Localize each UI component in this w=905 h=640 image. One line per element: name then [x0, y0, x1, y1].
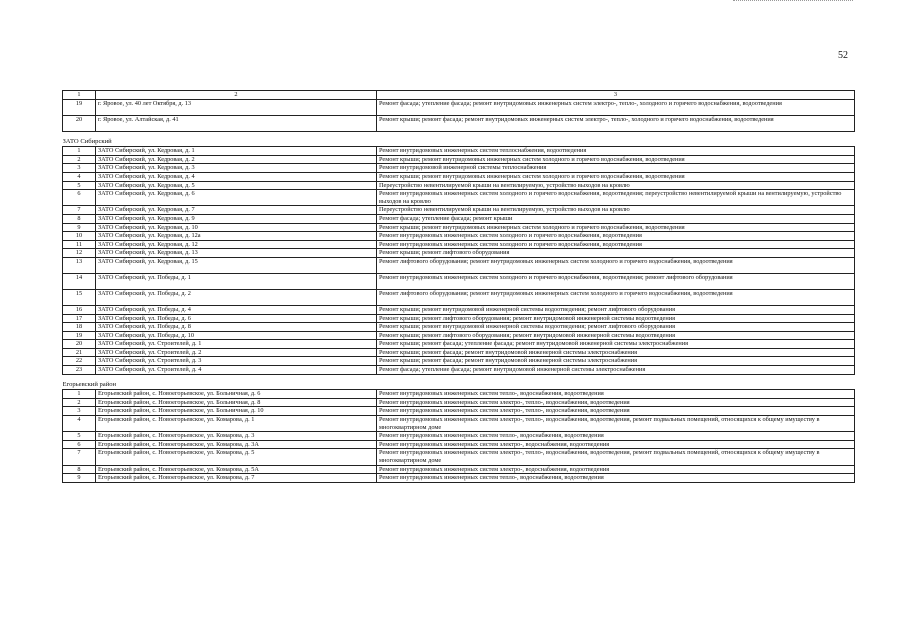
table-row [63, 206, 855, 215]
row-number: 6 [63, 440, 96, 449]
table-row [63, 398, 855, 407]
row-address: ЗАТО Сибирский, ул. Кедровая, д. 4 [96, 172, 377, 181]
row-work-description: Ремонт крыши; ремонт лифтового оборудования [377, 249, 855, 258]
row-address: Егорьевский район, с. Новоегорьевское, ул. Комарова, д. 3А [96, 440, 377, 449]
row-number: 13 [63, 257, 96, 273]
row-number: 14 [63, 273, 96, 289]
row-number: 10 [63, 232, 96, 241]
row-number: 3 [63, 164, 96, 173]
row-address: ЗАТО Сибирский, ул. Строителей, д. 1 [96, 340, 377, 349]
table-row [63, 289, 855, 305]
column-number-header [63, 91, 855, 100]
row-number: 19 [63, 331, 96, 340]
document-body [62, 90, 854, 483]
row-address: ЗАТО Сибирский, ул. Кедровая, д. 9 [96, 214, 377, 223]
row-address: ЗАТО Сибирский, ул. Строителей, д. 4 [96, 366, 377, 375]
row-work-description: Ремонт внутридомовых инженерных систем тепло-, водоснабжения, водоотведения [377, 432, 855, 441]
table-row [63, 181, 855, 190]
row-number: 16 [63, 305, 96, 314]
row-work-description: Ремонт фасада; утепление фасада; ремонт внутридомовых инженерных систем электро-, тепло-, холодного и горячего водоснабжения, водоотведения [377, 99, 855, 115]
row-address: Егорьевский район, с. Новоегорьевское, ул. Больничная, д. 10 [96, 407, 377, 416]
row-number: 12 [63, 249, 96, 258]
table-row [63, 474, 855, 483]
table-row [63, 331, 855, 340]
section-heading-row [63, 374, 855, 390]
table-row [63, 240, 855, 249]
row-address: ЗАТО Сибирский, ул. Кедровая, д. 12а [96, 232, 377, 241]
row-work-description: Ремонт крыши; ремонт внутридомовых инженерных систем холодного и горячего водоснабжения, водоотведения [377, 172, 855, 181]
row-address: ЗАТО Сибирский, ул. Строителей, д. 2 [96, 348, 377, 357]
row-work-description: Ремонт крыши; ремонт внутридомовой инженерной системы водоотведения; ремонт лифтового оборудования [377, 305, 855, 314]
table-row [63, 214, 855, 223]
row-address: ЗАТО Сибирский, ул. Кедровая, д. 10 [96, 223, 377, 232]
row-work-description: Ремонт внутридомовой инженерной системы теплоснабжения [377, 164, 855, 173]
table-row [63, 115, 855, 131]
row-number: 11 [63, 240, 96, 249]
row-number: 1 [63, 147, 96, 156]
row-work-description: Ремонт крыши; ремонт внутридомовых инженерных систем холодного и горячего водоснабжения, водоотведения [377, 155, 855, 164]
table-row [63, 305, 855, 314]
section-title: Егорьевский район [62, 380, 117, 388]
table-row [63, 366, 855, 375]
row-address: ЗАТО Сибирский, ул. Кедровая, д. 1 [96, 147, 377, 156]
row-address: Егорьевский район, с. Новоегорьевское, ул. Комарова, д. 5 [96, 449, 377, 465]
table-row [63, 440, 855, 449]
row-address: ЗАТО Сибирский, ул. Кедровая, д. 5 [96, 181, 377, 190]
table-row [63, 155, 855, 164]
section-title: ЗАТО Сибирский [62, 137, 112, 145]
row-work-description: Переустройство невентилируемой крыши на вентилируемую, устройство выходов на кровлю [377, 181, 855, 190]
row-work-description: Ремонт крыши; ремонт внутридомовых инженерных систем холодного и горячего водоснабжения, водоотведения [377, 223, 855, 232]
table-row [63, 357, 855, 366]
header-col-1: 1 [63, 91, 96, 100]
row-address: Егорьевский район, с. Новоегорьевское, ул. Больничная, д. 6 [96, 390, 377, 399]
table-row [63, 449, 855, 465]
row-work-description: Ремонт внутридомовых инженерных систем холодного и горячего водоснабжения, водоотведения; переустройство невентилируемой крыши на вентилируемую, устройство выходов на кровлю [377, 190, 855, 206]
row-address: ЗАТО Сибирский, ул. Победы, д. 6 [96, 314, 377, 323]
row-address: ЗАТО Сибирский, ул. Кедровая, д. 3 [96, 164, 377, 173]
repair-table [62, 90, 855, 483]
row-work-description: Ремонт внутридомовых инженерных систем тепло-, водоснабжения, водоотведения [377, 390, 855, 399]
table-row [63, 249, 855, 258]
table-row [63, 164, 855, 173]
row-number: 9 [63, 223, 96, 232]
row-number: 7 [63, 449, 96, 465]
table-row [63, 390, 855, 399]
header-col-2: 2 [96, 91, 377, 100]
row-number: 18 [63, 323, 96, 332]
table-row [63, 407, 855, 416]
row-work-description: Ремонт внутридомовых инженерных систем электро-, водоснабжения, водоотведения [377, 440, 855, 449]
row-address: ЗАТО Сибирский, ул. Кедровая, д. 2 [96, 155, 377, 164]
row-number: 2 [63, 398, 96, 407]
row-number: 20 [63, 340, 96, 349]
row-work-description: Ремонт внутридомовых инженерных систем электро-, водоснабжения, водоотведения [377, 465, 855, 474]
row-number: 8 [63, 214, 96, 223]
scan-edge-line [733, 0, 853, 1]
table-row [63, 416, 855, 432]
section-heading-row [63, 131, 855, 147]
row-work-description: Ремонт крыши; ремонт фасада; ремонт внутридомовой инженерной системы электроснабжения [377, 357, 855, 366]
row-address: Егорьевский район, с. Новоегорьевское, ул. Комарова, д. 7 [96, 474, 377, 483]
table-row [63, 232, 855, 241]
row-address: ЗАТО Сибирский, ул. Строителей, д. 3 [96, 357, 377, 366]
row-address: ЗАТО Сибирский, ул. Кедровая, д. 12 [96, 240, 377, 249]
table-row [63, 465, 855, 474]
row-address: г. Яровое, ул. 40 лет Октября, д. 13 [96, 99, 377, 115]
row-number: 4 [63, 172, 96, 181]
row-number: 5 [63, 432, 96, 441]
row-address: ЗАТО Сибирский, ул. Победы, д. 4 [96, 305, 377, 314]
row-number: 17 [63, 314, 96, 323]
row-number: 3 [63, 407, 96, 416]
row-address: г. Яровое, ул. Алтайская, д. 41 [96, 115, 377, 131]
row-work-description: Ремонт внутридомовых инженерных систем электро-, тепло-, водоснабжения, водоотведения, ремонт подвальных помещений, относящихся к общему имуществу в многоквартирном доме [377, 449, 855, 465]
header-col-3: 3 [377, 91, 855, 100]
table-row [63, 432, 855, 441]
row-work-description: Ремонт крыши; ремонт фасада; ремонт внутридомовой инженерной системы электроснабжения [377, 348, 855, 357]
table-row [63, 323, 855, 332]
row-work-description: Ремонт внутридомовых инженерных систем электро-, тепло-, водоснабжения, водоотведения [377, 398, 855, 407]
row-work-description: Ремонт лифтового оборудования; ремонт внутридомовых инженерных систем холодного и горячего водоснабжения, водоотведения [377, 289, 855, 305]
row-number: 6 [63, 190, 96, 206]
row-number: 8 [63, 465, 96, 474]
row-work-description: Ремонт внутридомовых инженерных систем электро-, тепло-, водоснабжения, водоотведения [377, 407, 855, 416]
row-number: 5 [63, 181, 96, 190]
table-row [63, 190, 855, 206]
row-work-description: Ремонт фасада; утепление фасада; ремонт крыши [377, 214, 855, 223]
table-row [63, 273, 855, 289]
row-address: ЗАТО Сибирский, ул. Кедровая, д. 6 [96, 190, 377, 206]
row-work-description: Переустройство невентилируемой крыши на вентилируемую, устройство выходов на кровлю [377, 206, 855, 215]
row-number: 2 [63, 155, 96, 164]
table-row [63, 257, 855, 273]
row-work-description: Ремонт внутридомовых инженерных систем холодного и горячего водоснабжения, водоотведения [377, 240, 855, 249]
row-number: 15 [63, 289, 96, 305]
row-work-description: Ремонт внутридомовых инженерных систем электро-, тепло-, водоснабжения, водоотведения, ремонт подвальных помещений, относящихся к общему имуществу в многоквартирном доме [377, 416, 855, 432]
row-work-description: Ремонт крыши; ремонт фасада; ремонт внутридомовых инженерных систем электро-, тепло-, холодного и горячего водоснабжения, водоотведения [377, 115, 855, 131]
row-address: Егорьевский район, с. Новоегорьевское, ул. Комарова, д. 3 [96, 432, 377, 441]
row-address: ЗАТО Сибирский, ул. Кедровая, д. 13 [96, 249, 377, 258]
row-address: ЗАТО Сибирский, ул. Победы, д. 2 [96, 289, 377, 305]
table-row [63, 314, 855, 323]
row-address: ЗАТО Сибирский, ул. Кедровая, д. 7 [96, 206, 377, 215]
table-row [63, 99, 855, 115]
row-number: 23 [63, 366, 96, 375]
table-row [63, 348, 855, 357]
row-address: ЗАТО Сибирский, ул. Победы, д. 10 [96, 331, 377, 340]
page-number: 52 [838, 50, 848, 61]
row-number: 9 [63, 474, 96, 483]
table-row [63, 147, 855, 156]
row-work-description: Ремонт внутридомовых инженерных систем холодного и горячего водоснабжения, водоотведения; ремонт лифтового оборудования [377, 273, 855, 289]
row-number: 20 [63, 115, 96, 131]
row-number: 21 [63, 348, 96, 357]
row-number: 1 [63, 390, 96, 399]
row-work-description: Ремонт фасада; утепление фасада; ремонт внутридомовой инженерной системы электроснабжения [377, 366, 855, 375]
row-work-description: Ремонт лифтового оборудования; ремонт внутридомовых инженерных систем холодного и горячего водоснабжения, водоотведения [377, 257, 855, 273]
row-number: 19 [63, 99, 96, 115]
row-address: Егорьевский район, с. Новоегорьевское, ул. Комарова, д. 5А [96, 465, 377, 474]
row-address: ЗАТО Сибирский, ул. Кедровая, д. 15 [96, 257, 377, 273]
table-row [63, 223, 855, 232]
row-number: 7 [63, 206, 96, 215]
row-work-description: Ремонт крыши; ремонт фасада; утепление фасада; ремонт внутридомовой инженерной системы электроснабжения [377, 340, 855, 349]
row-address: ЗАТО Сибирский, ул. Победы, д. 1 [96, 273, 377, 289]
row-work-description: Ремонт крыши; ремонт лифтового оборудования; ремонт внутридомовой инженерной системы водоотведения [377, 331, 855, 340]
row-address: ЗАТО Сибирский, ул. Победы, д. 8 [96, 323, 377, 332]
row-address: Егорьевский район, с. Новоегорьевское, ул. Комарова, д. 1 [96, 416, 377, 432]
row-number: 22 [63, 357, 96, 366]
row-work-description: Ремонт внутридомовых инженерных систем холодного и горячего водоснабжения, водоотведения [377, 232, 855, 241]
row-number: 4 [63, 416, 96, 432]
row-work-description: Ремонт крыши; ремонт внутридомовой инженерной системы водоотведения; ремонт лифтового оборудования [377, 323, 855, 332]
table-row [63, 340, 855, 349]
row-work-description: Ремонт крыши; ремонт лифтового оборудования; ремонт внутридомовой инженерной системы водоотведения [377, 314, 855, 323]
row-address: Егорьевский район, с. Новоегорьевское, ул. Больничная, д. 8 [96, 398, 377, 407]
row-work-description: Ремонт внутридомовых инженерных систем тепло-, водоснабжения, водоотведения [377, 474, 855, 483]
table-row [63, 172, 855, 181]
row-work-description: Ремонт внутридомовых инженерных систем теплоснабжения, водоотведения [377, 147, 855, 156]
